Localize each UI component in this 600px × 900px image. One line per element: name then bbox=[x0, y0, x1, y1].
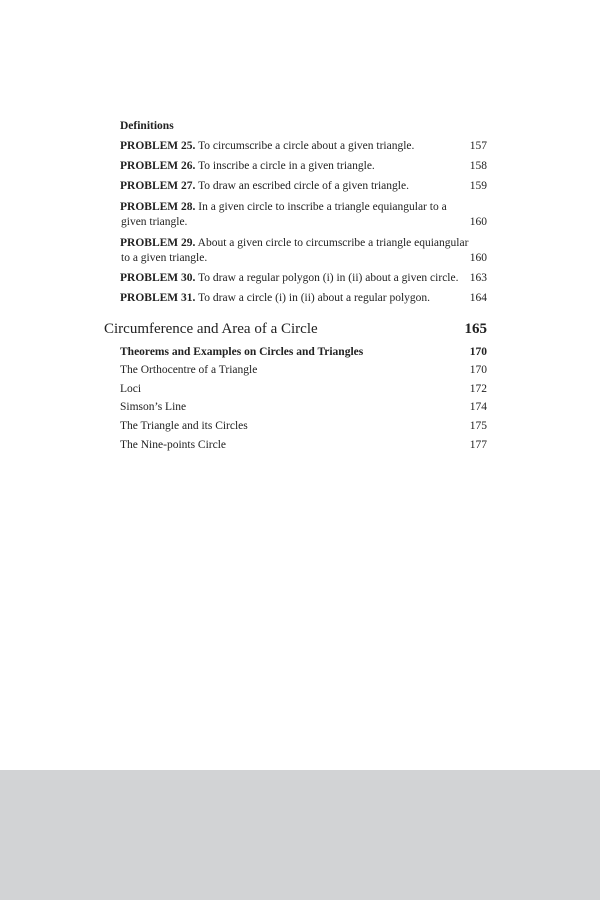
page-number: 160 bbox=[469, 252, 487, 264]
problem-label: PROBLEM 31. bbox=[120, 292, 196, 304]
page-number: 165 bbox=[464, 321, 487, 337]
page-number: 170 bbox=[469, 346, 487, 358]
problem-text-continued: to a given triangle. bbox=[121, 252, 208, 264]
page-number: 163 bbox=[469, 272, 487, 284]
topic-title: The Triangle and its Circles bbox=[120, 420, 248, 432]
topic-title: The Nine-points Circle bbox=[120, 439, 227, 451]
problem-text: To draw an escribed circle of a given triangle. bbox=[198, 180, 409, 192]
problem-label: PROBLEM 27. bbox=[120, 180, 196, 192]
problem-text: To draw a circle (i) in (ii) about a regular polygon. bbox=[198, 292, 431, 304]
problem-text: About a given circle to circumscribe a triangle equiangular bbox=[197, 237, 469, 249]
page-number: 170 bbox=[469, 364, 487, 376]
page-number: 157 bbox=[469, 140, 487, 152]
problem-text: To inscribe a circle in a given triangle. bbox=[198, 160, 375, 172]
definitions-heading-label: Definitions bbox=[120, 120, 174, 132]
page-number: 172 bbox=[469, 383, 487, 395]
topic-title: The Orthocentre of a Triangle bbox=[120, 364, 258, 376]
page-number: 175 bbox=[469, 420, 487, 432]
problem-text: To draw a regular polygon (i) in (ii) about a given circle. bbox=[198, 272, 459, 284]
page-number: 160 bbox=[469, 216, 487, 228]
problem-label: PROBLEM 26. bbox=[120, 160, 196, 172]
problem-label: PROBLEM 25. bbox=[120, 140, 196, 152]
topic-title: Loci bbox=[120, 383, 142, 395]
page-number: 158 bbox=[469, 160, 487, 172]
problem-text-continued: given triangle. bbox=[121, 216, 188, 228]
subsection-title: Theorems and Examples on Circles and Triangles bbox=[120, 346, 364, 358]
page-number: 177 bbox=[469, 439, 487, 451]
section-title: Circumference and Area of a Circle bbox=[104, 321, 318, 337]
page-number: 159 bbox=[469, 180, 487, 192]
problem-text: In a given circle to inscribe a triangle equiangular to a bbox=[198, 201, 447, 213]
problem-label: PROBLEM 29. bbox=[120, 237, 196, 249]
gray-footer-band bbox=[0, 770, 600, 900]
page-number: 164 bbox=[469, 292, 487, 304]
problem-text: To circumscribe a circle about a given triangle. bbox=[198, 140, 415, 152]
problem-label: PROBLEM 30. bbox=[120, 272, 196, 284]
page-number: 174 bbox=[469, 401, 487, 413]
topic-title: Simson’s Line bbox=[120, 401, 187, 413]
problem-label: PROBLEM 28. bbox=[120, 201, 196, 213]
